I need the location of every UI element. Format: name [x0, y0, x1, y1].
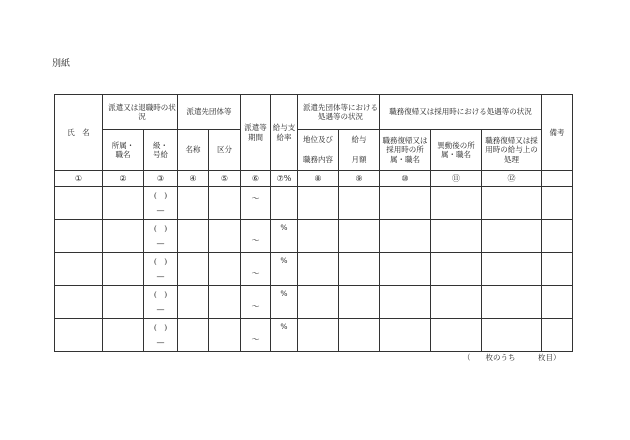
- pay-rate-cell[interactable]: %: [271, 220, 298, 253]
- header-reinstate-affil: 職務復帰又は採用時の所属・職名: [380, 130, 431, 171]
- page-count: （ 枚のうち 枚目）: [463, 353, 561, 362]
- name-cell[interactable]: [55, 319, 103, 352]
- position-cell[interactable]: [298, 220, 339, 253]
- header-name: 氏 名: [55, 95, 103, 171]
- affiliation-cell[interactable]: [103, 286, 144, 319]
- col-number: ⑫: [482, 171, 542, 187]
- position-cell[interactable]: [298, 187, 339, 220]
- col-number: ②: [103, 171, 144, 187]
- form-table: [54, 94, 573, 352]
- header-dest-class: 区分: [209, 130, 241, 171]
- reinstate-affil-cell[interactable]: [380, 319, 431, 352]
- col-number: ③: [144, 171, 178, 187]
- reinstate-affil-cell[interactable]: [380, 253, 431, 286]
- transfer-affil-cell[interactable]: [431, 220, 482, 253]
- salary-cell[interactable]: [339, 319, 380, 352]
- affiliation-cell[interactable]: [103, 220, 144, 253]
- affiliation-cell[interactable]: [103, 319, 144, 352]
- position-cell[interactable]: [298, 319, 339, 352]
- dest-name-cell[interactable]: [178, 253, 209, 286]
- col-number: ⑨: [339, 171, 380, 187]
- header-reinstate: 職務復帰又は採用時における処遇等の状況: [380, 95, 542, 130]
- header-dispatch-status: 派遣又は退職時の状況: [103, 95, 178, 130]
- header-dest-name: 名称: [178, 130, 209, 171]
- remarks-cell[interactable]: [542, 253, 573, 286]
- salary-cell[interactable]: [339, 220, 380, 253]
- grade-cell[interactable]: ( ) —: [144, 253, 178, 286]
- dest-name-cell[interactable]: [178, 220, 209, 253]
- page-label: 別紙: [52, 59, 71, 69]
- header-reinstate-pay: 職務復帰又は採用時の給与上の処理: [482, 130, 542, 171]
- transfer-affil-cell[interactable]: [431, 286, 482, 319]
- transfer-affil-cell[interactable]: [431, 253, 482, 286]
- col-number-blank: [542, 171, 573, 187]
- col-number: ⑦%: [271, 171, 298, 187]
- table-row: [55, 253, 573, 286]
- name-cell[interactable]: [55, 253, 103, 286]
- transfer-affil-cell[interactable]: [431, 319, 482, 352]
- dest-name-cell[interactable]: [178, 286, 209, 319]
- col-number: ⑥: [241, 171, 271, 187]
- period-cell[interactable]: 〜: [241, 187, 271, 220]
- affiliation-cell[interactable]: [103, 187, 144, 220]
- pay-rate-cell[interactable]: %: [271, 319, 298, 352]
- col-number: ⑩: [380, 171, 431, 187]
- header-salary: 給与 月額: [339, 130, 380, 171]
- pay-rate-cell[interactable]: [271, 187, 298, 220]
- header-pay-rate: 給与支給率: [271, 95, 298, 171]
- column-number-row: [55, 171, 573, 187]
- name-cell[interactable]: [55, 220, 103, 253]
- table-row: [55, 319, 573, 352]
- remarks-cell[interactable]: [542, 220, 573, 253]
- reinstate-pay-cell[interactable]: [482, 253, 542, 286]
- pay-rate-cell[interactable]: %: [271, 253, 298, 286]
- header-treatment: 派遣先団体等における処遇等の状況: [298, 95, 380, 130]
- col-number: ⑧: [298, 171, 339, 187]
- header-dispatch-dest: 派遣先団体等: [178, 95, 241, 130]
- header-row-2: [55, 130, 573, 171]
- header-transfer-affil: 異動後の所属・職名: [431, 130, 482, 171]
- dest-class-cell[interactable]: [209, 253, 241, 286]
- dest-class-cell[interactable]: [209, 220, 241, 253]
- period-cell[interactable]: 〜: [241, 253, 271, 286]
- grade-cell[interactable]: ( ) —: [144, 286, 178, 319]
- reinstate-pay-cell[interactable]: [482, 220, 542, 253]
- header-grade: 級・ 号給: [144, 130, 178, 171]
- reinstate-pay-cell[interactable]: [482, 319, 542, 352]
- salary-cell[interactable]: [339, 187, 380, 220]
- col-number: ⑤: [209, 171, 241, 187]
- dest-class-cell[interactable]: [209, 319, 241, 352]
- grade-cell[interactable]: ( ) —: [144, 220, 178, 253]
- grade-cell[interactable]: ( ) —: [144, 319, 178, 352]
- header-affiliation: 所属・ 職名: [103, 130, 144, 171]
- transfer-affil-cell[interactable]: [431, 187, 482, 220]
- position-cell[interactable]: [298, 253, 339, 286]
- position-cell[interactable]: [298, 286, 339, 319]
- salary-cell[interactable]: [339, 253, 380, 286]
- dest-class-cell[interactable]: [209, 187, 241, 220]
- header-row-1: [55, 95, 573, 130]
- salary-cell[interactable]: [339, 286, 380, 319]
- table-row: [55, 286, 573, 319]
- reinstate-pay-cell[interactable]: [482, 187, 542, 220]
- period-cell[interactable]: 〜: [241, 319, 271, 352]
- remarks-cell[interactable]: [542, 286, 573, 319]
- period-cell[interactable]: 〜: [241, 220, 271, 253]
- col-number: ①: [55, 171, 103, 187]
- table-row: [55, 220, 573, 253]
- period-cell[interactable]: 〜: [241, 286, 271, 319]
- reinstate-affil-cell[interactable]: [380, 187, 431, 220]
- pay-rate-cell[interactable]: %: [271, 286, 298, 319]
- dest-name-cell[interactable]: [178, 187, 209, 220]
- table-row: [55, 187, 573, 220]
- header-position: 地位及び 職務内容: [298, 130, 339, 171]
- reinstate-affil-cell[interactable]: [380, 286, 431, 319]
- col-number: ⑪: [431, 171, 482, 187]
- grade-cell[interactable]: ( ) —: [144, 187, 178, 220]
- dest-name-cell[interactable]: [178, 319, 209, 352]
- dest-class-cell[interactable]: [209, 286, 241, 319]
- header-period: 派遣等期間: [241, 95, 271, 171]
- col-number: ④: [178, 171, 209, 187]
- name-cell[interactable]: [55, 286, 103, 319]
- reinstate-pay-cell[interactable]: [482, 286, 542, 319]
- remarks-cell[interactable]: [542, 187, 573, 220]
- header-remarks: 備考: [542, 95, 573, 171]
- name-cell[interactable]: [55, 187, 103, 220]
- affiliation-cell[interactable]: [103, 253, 144, 286]
- reinstate-affil-cell[interactable]: [380, 220, 431, 253]
- remarks-cell[interactable]: [542, 319, 573, 352]
